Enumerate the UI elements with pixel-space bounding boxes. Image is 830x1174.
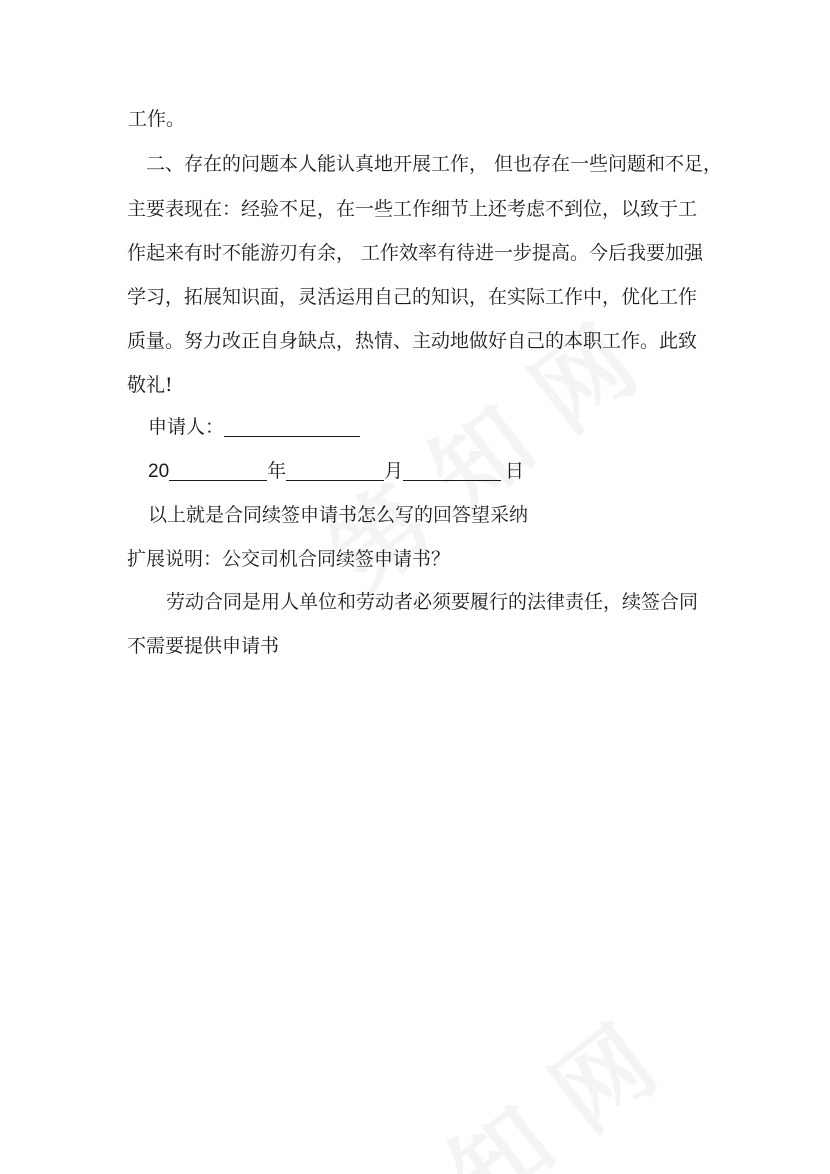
- applicant-signature: [148, 414, 360, 440]
- section-two-line: 作起来有时不能游刃有余， 工作效率有待进一步提高。今后我要加强: [127, 242, 704, 264]
- year-blank: [169, 460, 267, 481]
- extension-title: 扩展说明：公交司机合同续签申请书？: [127, 548, 451, 570]
- day-blank: [403, 460, 501, 481]
- applicant-label: 申请人：: [148, 416, 225, 438]
- section-two-line: 敬礼!: [127, 374, 173, 396]
- year-label: 年: [267, 460, 287, 482]
- day-label: 日: [504, 460, 524, 482]
- month-blank: [286, 460, 384, 481]
- date-line: [148, 458, 524, 485]
- month-label: 月: [384, 460, 404, 482]
- applicant-blank: [224, 416, 360, 437]
- extension-line: 不需要提供申请书: [127, 635, 280, 657]
- watermark: [315, 990, 679, 1174]
- date-prefix: 20: [148, 461, 170, 482]
- summary-text: 以上就是合同续签申请书怎么写的回答望采纳: [148, 504, 529, 526]
- section-two-line: 主要表现在：经验不足，在一些工作细节上还考虑不到位，以致于工: [127, 198, 698, 220]
- section-two-line: 质量。努力改正自身缺点，热情、主动地做好自己的本职工作。此致: [127, 330, 698, 352]
- extension-line: 劳动合同是用人单位和劳动者必须要履行的法律责任，续签合同: [166, 591, 699, 613]
- section-two-line: 二、存在的问题本人能认真地开展工作， 但也存在一些问题和不足，: [146, 153, 723, 175]
- paragraph-end: 工作。: [128, 108, 186, 130]
- section-two-line: 学习，拓展知识面，灵活运用自己的知识，在实际工作中，优化工作: [127, 286, 698, 308]
